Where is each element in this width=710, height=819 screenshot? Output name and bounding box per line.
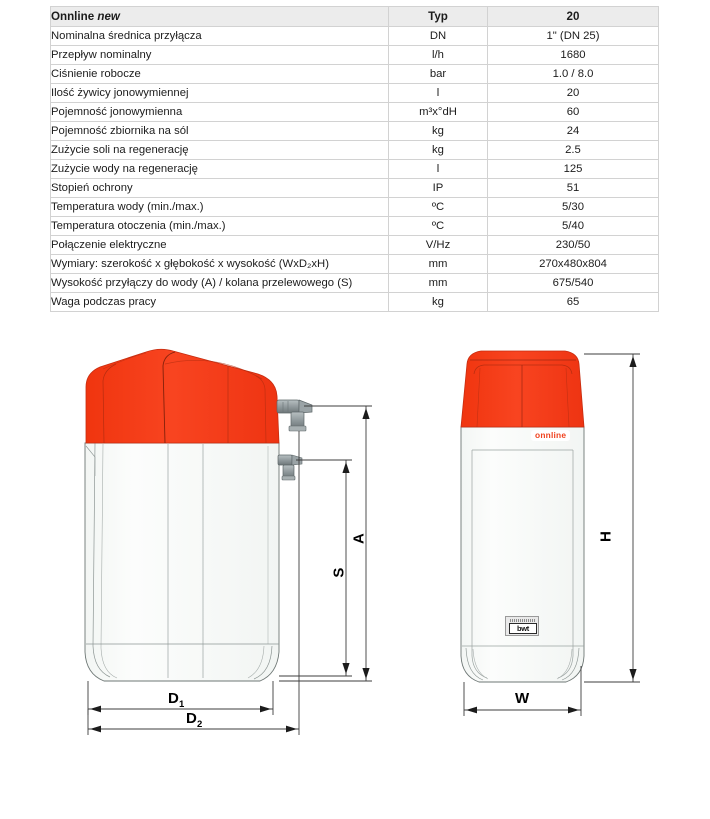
table-row	[51, 217, 659, 236]
row-parameter-name: Przepływ nominalny	[51, 46, 389, 65]
row-value: 1680	[488, 46, 659, 65]
row-unit: mm	[389, 274, 488, 293]
row-unit: V/Hz	[389, 236, 488, 255]
row-parameter-name: Ilość żywicy jonowymiennej	[51, 84, 389, 103]
spec-table-container	[50, 6, 658, 312]
bwt-logo-text: bwt	[509, 623, 537, 634]
table-row	[51, 198, 659, 217]
row-unit: m³x°dH	[389, 103, 488, 122]
table-row	[51, 122, 659, 141]
row-parameter-name: Wymiary: szerokość x głębokość x wysokość (WxD₂xH)	[51, 255, 389, 274]
row-value: 65	[488, 293, 659, 312]
column-header-type: Typ	[389, 7, 488, 27]
table-row	[51, 255, 659, 274]
table-row	[51, 103, 659, 122]
table-row	[51, 27, 659, 46]
table-header-row	[51, 7, 659, 27]
row-unit: mm	[389, 255, 488, 274]
row-unit: ºC	[389, 217, 488, 236]
row-unit: bar	[389, 65, 488, 84]
row-value: 20	[488, 84, 659, 103]
table-row	[51, 236, 659, 255]
bwt-badge-stripes	[510, 619, 536, 622]
row-unit: DN	[389, 27, 488, 46]
row-parameter-name: Ciśnienie robocze	[51, 65, 389, 84]
row-unit: l	[389, 160, 488, 179]
table-row	[51, 293, 659, 312]
table-row	[51, 160, 659, 179]
side-view-body	[85, 443, 279, 681]
table-body	[51, 27, 659, 312]
product-name-italic: new	[97, 10, 120, 23]
row-value: 1.0 / 8.0	[488, 65, 659, 84]
row-value: 230/50	[488, 236, 659, 255]
row-parameter-name: Waga podczas pracy	[51, 293, 389, 312]
dimension-label-D1	[168, 690, 185, 710]
row-value: 24	[488, 122, 659, 141]
dimension-label-S: S	[330, 567, 348, 578]
dimension-label-D2	[186, 710, 203, 730]
row-parameter-name: Stopień ochrony	[51, 179, 389, 198]
row-value: 51	[488, 179, 659, 198]
row-unit: kg	[389, 122, 488, 141]
dimension-label-A: A	[350, 532, 368, 545]
table-row	[51, 141, 659, 160]
row-parameter-name: Zużycie wody na regenerację	[51, 160, 389, 179]
row-parameter-name: Połączenie elektryczne	[51, 236, 389, 255]
row-parameter-name: Temperatura otoczenia (min./max.)	[51, 217, 389, 236]
row-value: 5/40	[488, 217, 659, 236]
row-value: 60	[488, 103, 659, 122]
front-view-body	[461, 427, 584, 682]
table-header	[51, 7, 659, 27]
row-unit: IP	[389, 179, 488, 198]
bwt-logo-badge	[505, 616, 539, 636]
table-row	[51, 179, 659, 198]
specifications-table	[50, 6, 659, 312]
d1-letter: D	[168, 690, 180, 707]
technical-drawing	[0, 326, 710, 756]
row-parameter-name: Nominalna średnica przyłącza	[51, 27, 389, 46]
dimension-label-H: H	[597, 530, 615, 543]
d2-subscript: 2	[197, 719, 203, 730]
d1-subscript: 1	[179, 699, 185, 710]
product-name-text: Onnline	[51, 10, 95, 23]
dimension-H	[584, 354, 640, 682]
table-row	[51, 65, 659, 84]
onnline-brand-badge: onnline	[531, 430, 570, 441]
row-unit: l	[389, 84, 488, 103]
row-value: 5/30	[488, 198, 659, 217]
lower-valve-fitting	[278, 455, 302, 480]
side-view-cap	[86, 349, 279, 443]
row-value: 1" (DN 25)	[488, 27, 659, 46]
d2-letter: D	[186, 710, 198, 727]
row-parameter-name: Pojemność jonowymienna	[51, 103, 389, 122]
row-unit: ºC	[389, 198, 488, 217]
row-parameter-name: Zużycie soli na regenerację	[51, 141, 389, 160]
column-header-product	[51, 7, 389, 27]
table-row	[51, 84, 659, 103]
row-value: 2.5	[488, 141, 659, 160]
upper-valve-fitting	[277, 400, 312, 431]
row-value: 125	[488, 160, 659, 179]
column-header-value: 20	[488, 7, 659, 27]
row-unit: kg	[389, 141, 488, 160]
front-view-cap	[461, 351, 584, 427]
row-unit: kg	[389, 293, 488, 312]
row-value: 675/540	[488, 274, 659, 293]
row-unit: l/h	[389, 46, 488, 65]
row-parameter-name: Pojemność zbiornika na sól	[51, 122, 389, 141]
row-parameter-name: Temperatura wody (min./max.)	[51, 198, 389, 217]
row-value: 270x480x804	[488, 255, 659, 274]
side-view-group	[85, 349, 372, 735]
row-parameter-name: Wysokość przyłączy do wody (A) / kolana przelewowego (S)	[51, 274, 389, 293]
dimension-label-W: W	[515, 690, 530, 707]
table-row	[51, 46, 659, 65]
table-row	[51, 274, 659, 293]
